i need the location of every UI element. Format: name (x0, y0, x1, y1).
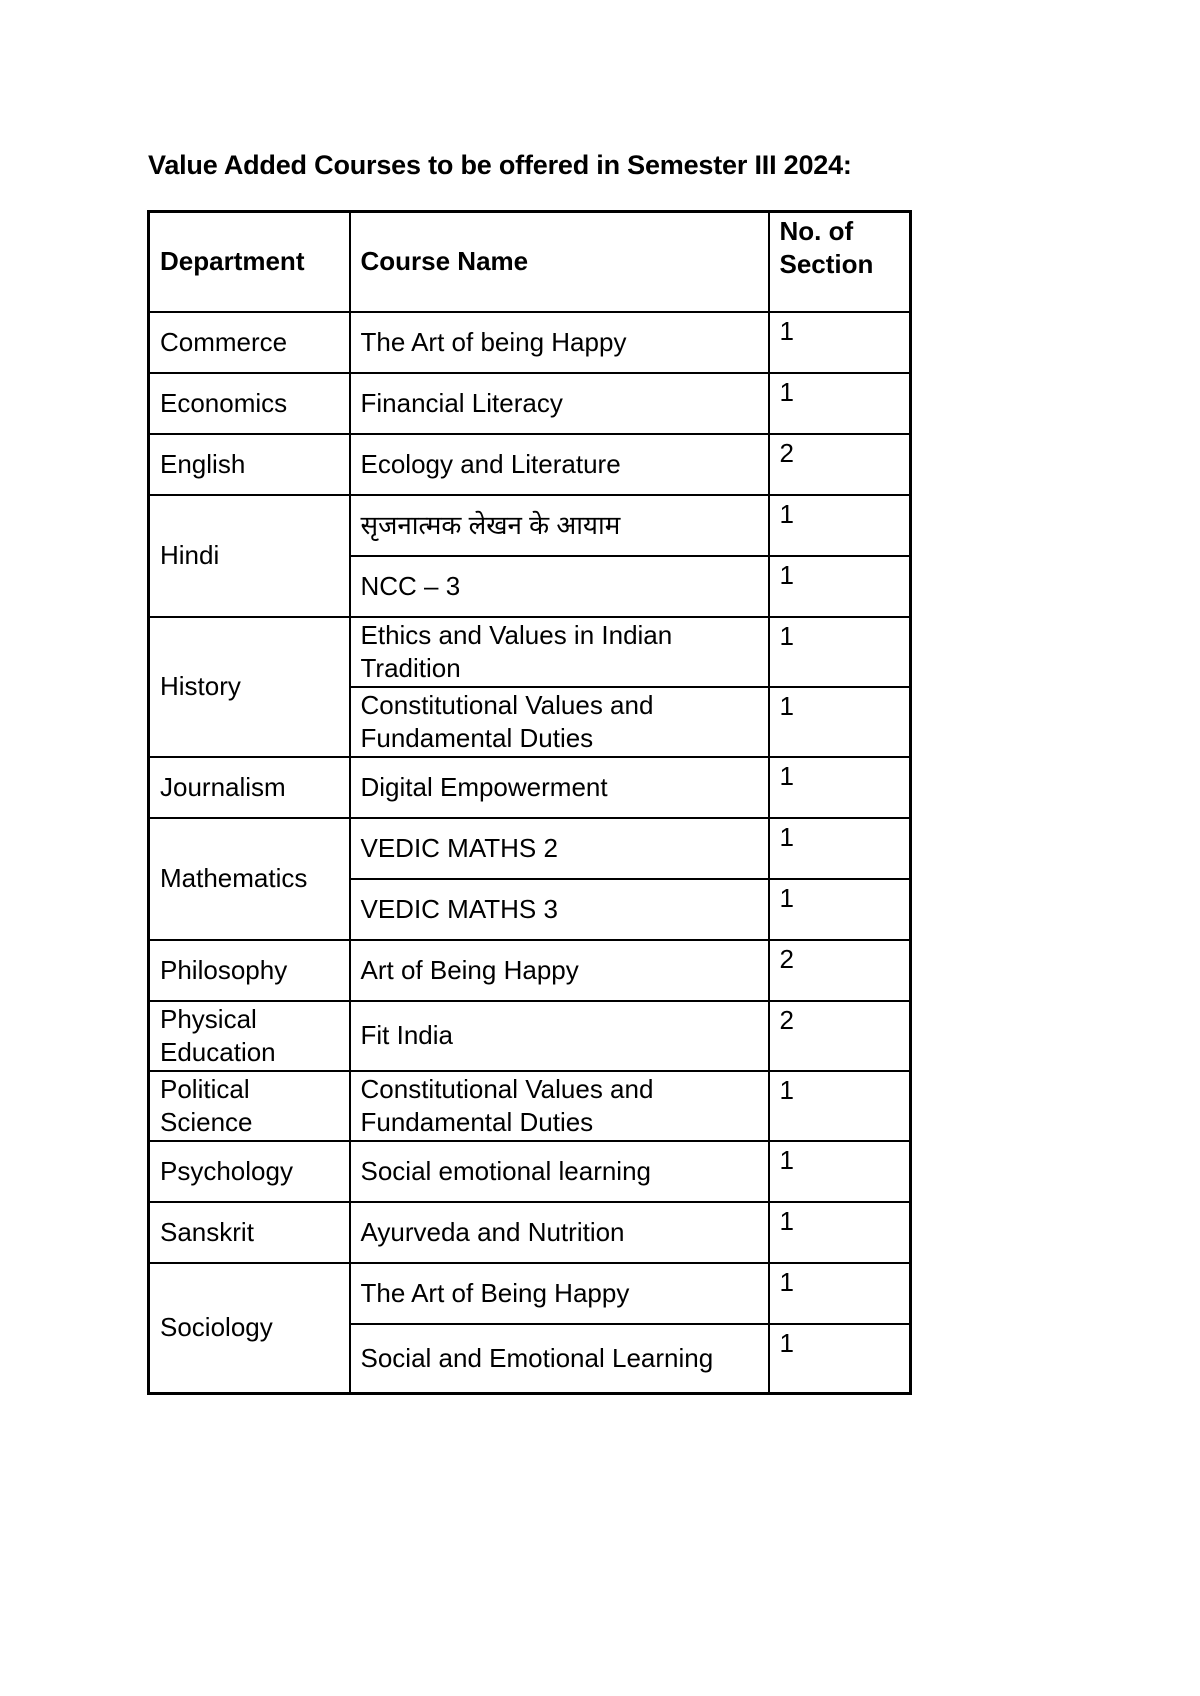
department-cell: Sanskrit (149, 1202, 350, 1263)
department-cell: History (149, 617, 350, 757)
course-name-cell: Art of Being Happy (350, 940, 769, 1001)
table-row (149, 495, 911, 556)
course-name-cell: Fit India (350, 1001, 769, 1071)
section-count-cell: 1 (769, 1263, 911, 1324)
section-count-cell: 1 (769, 1324, 911, 1394)
table-row (149, 940, 911, 1001)
course-name-cell: The Art of Being Happy (350, 1263, 769, 1324)
course-name-cell: Constitutional Values and Fundamental Duties (350, 687, 769, 757)
section-count-cell: 1 (769, 556, 911, 617)
department-cell: Economics (149, 373, 350, 434)
course-name-cell: Digital Empowerment (350, 757, 769, 818)
department-cell: Physical Education (149, 1001, 350, 1071)
table-row (149, 1141, 911, 1202)
section-count-cell: 2 (769, 1001, 911, 1071)
header-course-name: Course Name (350, 212, 769, 312)
course-name-cell: Social and Emotional Learning (350, 1324, 769, 1394)
department-cell: Philosophy (149, 940, 350, 1001)
course-name-cell: VEDIC MATHS 2 (350, 818, 769, 879)
department-cell: Hindi (149, 495, 350, 617)
department-cell: Commerce (149, 312, 350, 373)
department-cell: English (149, 434, 350, 495)
section-count-cell: 1 (769, 495, 911, 556)
table-row (149, 373, 911, 434)
section-count-cell: 1 (769, 818, 911, 879)
section-count-cell: 1 (769, 1141, 911, 1202)
section-count-cell: 1 (769, 617, 911, 687)
table-row (149, 617, 911, 687)
section-count-cell: 2 (769, 940, 911, 1001)
section-count-cell: 1 (769, 1071, 911, 1141)
department-cell: Mathematics (149, 818, 350, 940)
section-count-cell: 1 (769, 1202, 911, 1263)
course-name-cell: Ethics and Values in Indian Tradition (350, 617, 769, 687)
table-row (149, 434, 911, 495)
table-row (149, 757, 911, 818)
table-row (149, 1071, 911, 1141)
document-title: Value Added Courses to be offered in Semester III 2024: (148, 150, 852, 180)
course-name-cell: Ecology and Literature (350, 434, 769, 495)
course-name-cell: Social emotional learning (350, 1141, 769, 1202)
section-count-cell: 1 (769, 879, 911, 940)
header-no-of-section: No. of Section (769, 212, 911, 312)
table-header-row (149, 212, 911, 312)
department-cell: Sociology (149, 1263, 350, 1394)
table-row (149, 1263, 911, 1324)
course-name-cell: Ayurveda and Nutrition (350, 1202, 769, 1263)
section-count-cell: 1 (769, 757, 911, 818)
course-name-cell: सृजनात्मक लेखन के आयाम (350, 495, 769, 556)
header-department: Department (149, 212, 350, 312)
table-row (149, 1001, 911, 1071)
department-cell: Journalism (149, 757, 350, 818)
course-name-cell: The Art of being Happy (350, 312, 769, 373)
table-row (149, 818, 911, 879)
course-name-cell: Financial Literacy (350, 373, 769, 434)
table-row (149, 312, 911, 373)
section-count-cell: 1 (769, 373, 911, 434)
section-count-cell: 1 (769, 312, 911, 373)
courses-table (147, 210, 912, 1395)
section-count-cell: 1 (769, 687, 911, 757)
course-name-cell: NCC – 3 (350, 556, 769, 617)
department-cell: Political Science (149, 1071, 350, 1141)
section-count-cell: 2 (769, 434, 911, 495)
course-name-cell: Constitutional Values and Fundamental Duties (350, 1071, 769, 1141)
course-name-cell: VEDIC MATHS 3 (350, 879, 769, 940)
table-row (149, 1202, 911, 1263)
department-cell: Psychology (149, 1141, 350, 1202)
